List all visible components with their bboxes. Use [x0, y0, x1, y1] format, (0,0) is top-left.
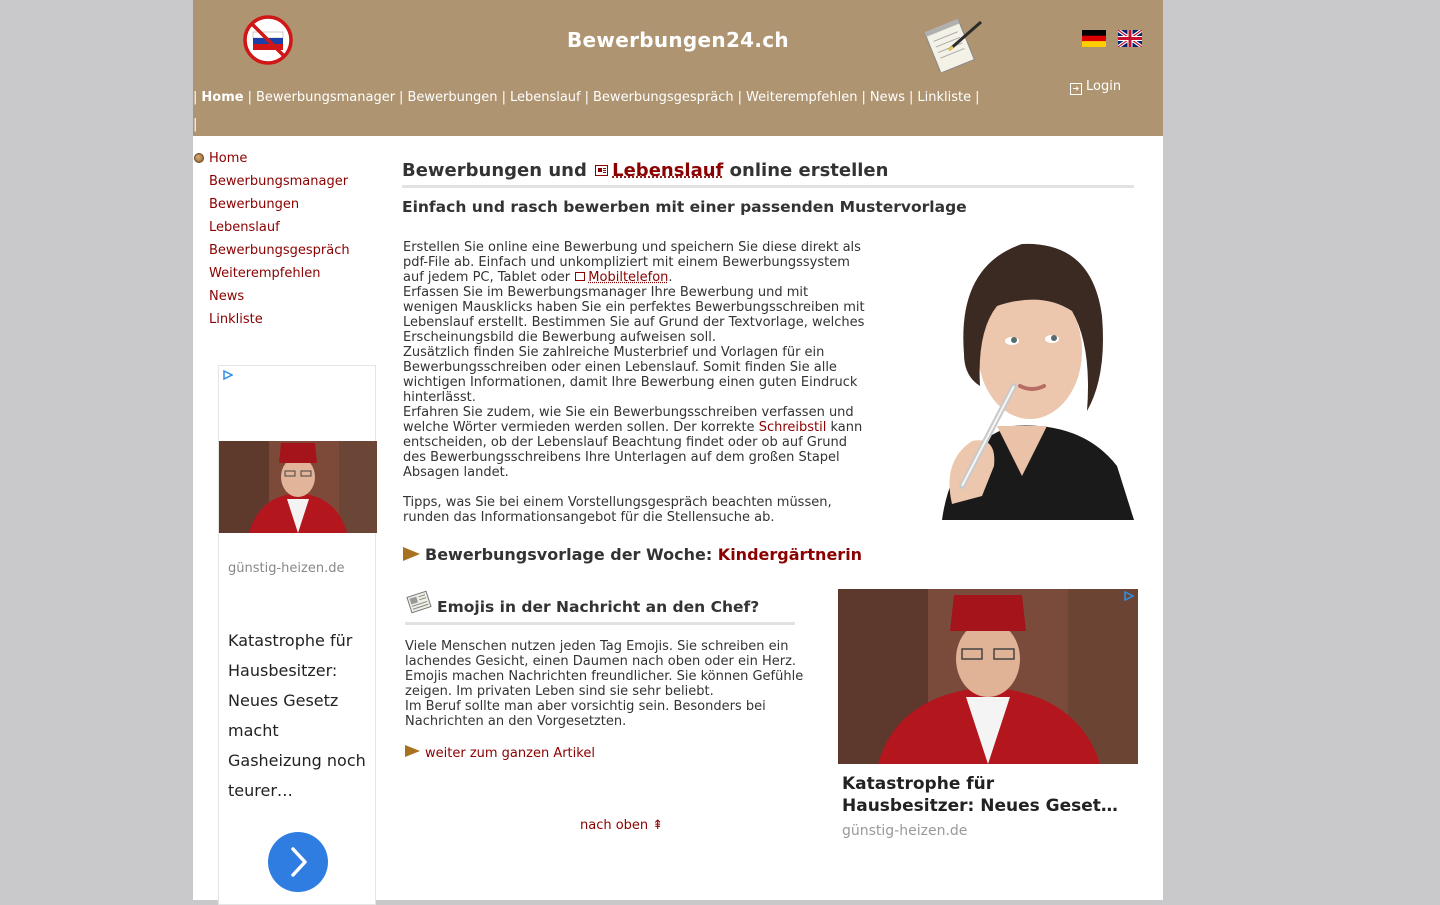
top-navigation: [193, 84, 1053, 138]
intro-text-part: .: [668, 270, 673, 285]
adchoices-icon[interactable]: [223, 370, 233, 380]
nav-separator: |: [975, 90, 980, 105]
article-title: [405, 590, 795, 625]
sidebar-item-label[interactable]: Home: [209, 151, 248, 166]
nav-separator: |: [193, 90, 198, 105]
nav-separator: |: [501, 90, 506, 105]
sidebar-item-bewerbungen[interactable]: [193, 194, 383, 217]
advertisement-right[interactable]: [838, 589, 1138, 849]
intro-text-part: kann entscheiden, ob der Lebenslauf Beachtung findet oder ob auf Grund des Bewerbungsschreibens Ihre Unterlagen auf dem großen Stapel Absagen landet.: [403, 420, 863, 480]
woman-thinking-image: [902, 236, 1134, 520]
sidebar-item-label[interactable]: Bewerbungen: [209, 197, 300, 212]
login-link[interactable]: [1070, 79, 1121, 94]
topnav-bewerbungsgespraech[interactable]: Bewerbungsgespräch: [593, 90, 734, 105]
sidebar-item-bewerbungsmanager[interactable]: [193, 171, 383, 194]
sidebar-item-bewerbungsgespraech[interactable]: [193, 240, 383, 263]
arrow-right-icon: [405, 745, 420, 757]
sidebar-item-label[interactable]: Weiterempfehlen: [209, 266, 321, 281]
sidebar-item-label[interactable]: Lebenslauf: [209, 220, 280, 235]
nav-separator: |: [584, 90, 590, 105]
schreibstil-link[interactable]: Schreibstil: [758, 420, 827, 435]
article-title-text[interactable]: Emojis in der Nachricht an den Chef?: [437, 598, 760, 616]
uk-flag-icon[interactable]: [1118, 30, 1142, 47]
topnav-lebenslauf[interactable]: Lebenslauf: [509, 90, 581, 105]
topnav-weiterempfehlen[interactable]: Weiterempfehlen: [746, 90, 858, 105]
page-container: [193, 0, 1163, 900]
sidebar-item-news[interactable]: [193, 286, 383, 309]
article-paragraph: Im Beruf sollte man aber vorsichtig sein. Besonders bei Nachrichten an den Vorgesetzten.: [405, 699, 766, 729]
ad-next-button[interactable]: [268, 832, 328, 892]
read-more-link[interactable]: weiter zum ganzen Artikel: [425, 746, 595, 761]
main-content: [402, 160, 1134, 761]
login-label: Login: [1086, 79, 1122, 94]
sidebar-item-label[interactable]: News: [209, 289, 245, 304]
ad-domain[interactable]: günstig-heizen.de: [842, 823, 968, 839]
intro-paragraph: [403, 405, 865, 480]
sidebar-item-lebenslauf[interactable]: [193, 217, 383, 240]
sidebar-item-label[interactable]: Bewerbungsgespräch: [209, 243, 350, 258]
intro-text-part: Erstellen Sie online eine Bewerbung und speichern Sie diese direkt als pdf-File ab. Einfach und unkompliziert mit einem Bewerbungssystem auf jedem PC, Tablet oder: [403, 240, 861, 285]
weekly-label: Bewerbungsvorlage der Woche:: [425, 545, 713, 564]
sidebar-item-label[interactable]: Bewerbungsmanager: [209, 174, 349, 189]
sidebar-item-label[interactable]: Linkliste: [209, 312, 263, 327]
notepad-icon: [919, 14, 989, 72]
nav-separator: |: [737, 90, 743, 105]
back-to-top-link[interactable]: nach oben ⇞: [580, 818, 664, 833]
sidebar-item-home[interactable]: [193, 148, 383, 171]
ad-domain[interactable]: günstig-heizen.de: [228, 561, 345, 576]
nav-separator: |: [861, 90, 866, 105]
mobiltelefon-link[interactable]: Mobiltelefon: [588, 270, 669, 285]
ad-headline[interactable]: Katastrophe für Hausbesitzer: Neues Gesetz macht Gasheizung noch teurer…: [228, 631, 366, 800]
read-more: [405, 745, 805, 761]
weekly-template: [403, 545, 862, 564]
topnav-bewerbungsmanager[interactable]: Bewerbungsmanager: [255, 90, 396, 105]
topnav-home[interactable]: Home: [201, 90, 244, 105]
ad-headline-line[interactable]: Hausbesitzer: Neues Geset…: [842, 796, 1118, 816]
arrow-right-icon: [403, 547, 420, 561]
ad-judge-photo[interactable]: [838, 589, 1138, 764]
article-paragraph: Viele Menschen nutzen jeden Tag Emojis. Sie schreiben ein lachendes Gesicht, einen Daumen nach oben oder ein Herz. Emojis machen Nachrichten freundlicher. Sie können Gefühle zeigen. Im privaten Leben sind sie sehr beliebt.: [405, 639, 804, 699]
intro-paragraph: Erfassen Sie im Bewerbungsmanager Ihre Bewerbung und mit wenigen Mausklicks haben Sie ein perfektes Bewerbungsschreiben mit Lebenslauf erstellt. Bestimmen Sie auf Grund der Textvorlage, welches Erscheinungsbild die Bewerbung aufweisen soll.: [403, 285, 865, 345]
lebenslauf-title-link[interactable]: Lebenslauf: [612, 160, 724, 181]
nav-separator: |: [909, 90, 914, 105]
chevron-right-icon: [268, 832, 328, 892]
title-suffix: online erstellen: [729, 160, 889, 181]
intro-text: [403, 240, 865, 525]
sidebar-navigation: [193, 148, 383, 332]
intro-paragraph: [403, 240, 865, 285]
document-icon: [575, 272, 585, 281]
page-title: [402, 160, 1134, 188]
weekly-template-link[interactable]: Kindergärtnerin: [717, 545, 863, 564]
news-article: [405, 590, 805, 761]
newspaper-icon: [405, 590, 433, 614]
article-body: [405, 639, 805, 729]
nav-separator: |: [399, 90, 404, 105]
intro-paragraph: Tipps, was Sie bei einem Vorstellungsgespräch beachten müssen, runden das Informationsangebot für die Stellensuche ab.: [403, 495, 832, 525]
document-icon: [595, 165, 608, 176]
nav-separator: |: [247, 90, 252, 105]
topnav-linkliste[interactable]: Linkliste: [917, 90, 972, 105]
intro-text-part: Erfahren Sie zudem, wie Sie ein Bewerbungsschreiben verfassen und welche Wörter vermieden werden sollen. Der korrekte: [403, 405, 854, 435]
intro-paragraph: Zusätzlich finden Sie zahlreiche Musterbrief und Vorlagen für ein Bewerbungsschreiben oder einen Lebenslauf. Somit finden Sie alle wichtigen Informationen, damit Ihre Bewerbung einen guten Eindruck hinterlässt.: [403, 345, 858, 405]
login-icon: ➜: [1070, 83, 1082, 95]
sidebar-item-linkliste[interactable]: [193, 309, 383, 332]
site-header: [193, 0, 1163, 136]
home-bullet-icon: [194, 153, 204, 163]
advertisement-left[interactable]: [218, 365, 376, 905]
topnav-news[interactable]: News: [869, 90, 905, 105]
german-flag-icon[interactable]: [1082, 30, 1106, 47]
page-subtitle: Einfach und rasch bewerben mit einer passenden Mustervorlage: [402, 198, 967, 216]
sidebar-item-weiterempfehlen[interactable]: [193, 263, 383, 286]
ad-headline-line[interactable]: Katastrophe für: [842, 774, 995, 794]
title-prefix: Bewerbungen und: [402, 160, 587, 181]
ad-headline[interactable]: [842, 773, 1138, 817]
adchoices-icon[interactable]: [1124, 591, 1134, 601]
site-title[interactable]: Bewerbungen24.ch: [567, 28, 789, 52]
ad-judge-photo[interactable]: [219, 441, 377, 533]
topnav-bewerbungen[interactable]: Bewerbungen: [407, 90, 498, 105]
nav-separator: |: [193, 117, 198, 132]
